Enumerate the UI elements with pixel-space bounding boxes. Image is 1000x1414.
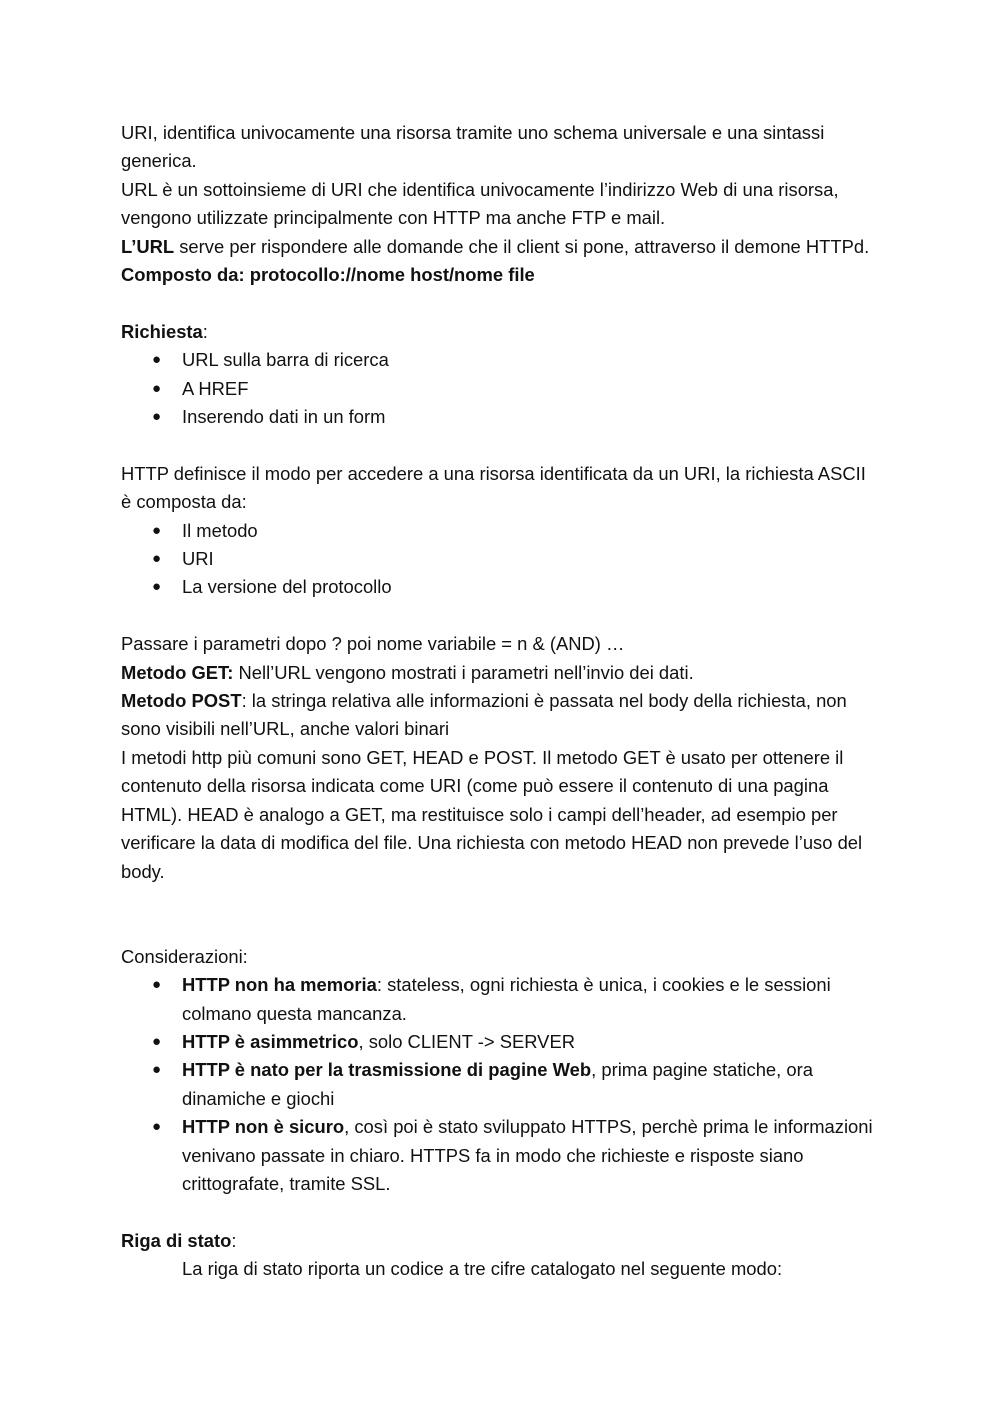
list-item bbox=[121, 1113, 881, 1198]
uri-definition: URI, identifica univocamente una risorsa tramite uno schema universale e una sintassi generica. bbox=[121, 122, 825, 172]
richiesta-heading-colon: : bbox=[202, 320, 208, 342]
bullet-icon: ● bbox=[152, 1118, 162, 1136]
list-item-text: , prima pagine statiche, ora dinamiche e giochi bbox=[182, 1059, 813, 1109]
get-method-rest: Nell’URL vengono mostrati i parametri nell’invio dei dati. bbox=[233, 661, 694, 683]
list-item-text: , così poi è stato sviluppato HTTPS, perchè prima le informazioni venivano passate in chiaro. HTTPS fa in modo che richieste e risposte siano crittografate, tramite SSL. bbox=[182, 1116, 873, 1194]
riga-stato-heading-bold: Riga di stato bbox=[121, 1229, 232, 1251]
spacer bbox=[121, 289, 881, 317]
bullet-icon: ● bbox=[152, 1061, 162, 1079]
richiesta-heading bbox=[121, 318, 881, 346]
post-method-rest: : la stringa relativa alle informazioni è passata nel body della richiesta, non sono visibili nell’URL, anche valori binari bbox=[121, 690, 847, 740]
list-item-text: A HREF bbox=[182, 377, 249, 399]
spacer bbox=[121, 1198, 881, 1226]
document-page bbox=[121, 119, 881, 1284]
list-item bbox=[121, 573, 881, 601]
list-item-text: : stateless, ogni richiesta è unica, i cookies e le sessioni colmano questa mancanza. bbox=[182, 974, 831, 1024]
list-item bbox=[121, 971, 881, 1028]
list-item bbox=[121, 545, 881, 573]
get-method-bold: Metodo GET: bbox=[121, 661, 234, 683]
bullet-icon: ● bbox=[152, 351, 162, 369]
http-request-parts-list bbox=[121, 517, 881, 602]
bullet-icon: ● bbox=[152, 1032, 162, 1050]
bullet-icon: ● bbox=[152, 408, 162, 426]
list-item-text: URL sulla barra di ricerca bbox=[182, 349, 389, 371]
get-method bbox=[121, 659, 881, 687]
list-item-text: , solo CLIENT -> SERVER bbox=[358, 1030, 575, 1052]
list-item-text: Inserendo dati in un form bbox=[182, 406, 386, 428]
url-composition-bold: Composto da: protocollo://nome host/nome file bbox=[121, 264, 535, 286]
list-item-text: La versione del protocollo bbox=[182, 576, 392, 598]
riga-stato-heading bbox=[121, 1227, 881, 1255]
url-definition: URL è un sottoinsieme di URI che identifica univocamente l’indirizzo Web di una risorsa, vengono utilizzate principalmente con HTTP ma anche FTP e mail. bbox=[121, 178, 839, 229]
list-item bbox=[121, 517, 881, 545]
list-item bbox=[121, 403, 881, 431]
riga-stato-heading-colon: : bbox=[231, 1229, 237, 1251]
riga-stato-text: La riga di stato riporta un codice a tre cifre catalogato nel seguente modo: bbox=[182, 1258, 783, 1280]
spacer bbox=[121, 602, 881, 630]
bullet-icon: ● bbox=[152, 578, 162, 596]
list-item-bold: HTTP non è sicuro bbox=[182, 1116, 345, 1138]
considerazioni-heading: Considerazioni: bbox=[121, 945, 248, 967]
url-purpose-bold: L’URL bbox=[121, 235, 175, 257]
spacer bbox=[121, 886, 881, 943]
list-item-bold: HTTP è asimmetrico bbox=[182, 1030, 359, 1052]
list-item bbox=[121, 346, 881, 374]
richiesta-heading-bold: Richiesta bbox=[121, 320, 203, 342]
http-definition: HTTP definisce il modo per accedere a una risorsa identificata da un URI, la richiesta ASCII è composta da: bbox=[121, 462, 866, 513]
post-method-bold: Metodo POST bbox=[121, 690, 242, 712]
bullet-icon: ● bbox=[152, 550, 162, 568]
list-item bbox=[121, 1028, 881, 1056]
methods-paragraph: I metodi http più comuni sono GET, HEAD e POST. Il metodo GET è usato per ottenere il contenuto della risorsa indicata come URI (come può essere il contenuto di una pagina HTML). HEAD è analogo a GET, ma restituisce solo i campi dell’header, ad esempio per verificare la data di modifica del file. Una richiesta con metodo HEAD non prevede l’uso del body. bbox=[121, 746, 863, 882]
bullet-icon: ● bbox=[152, 521, 162, 539]
bullet-icon: ● bbox=[152, 379, 162, 397]
url-purpose bbox=[121, 233, 881, 261]
list-item-text: Il metodo bbox=[182, 519, 258, 541]
bullet-icon: ● bbox=[152, 976, 162, 994]
list-item-text: URI bbox=[182, 548, 214, 570]
spacer bbox=[121, 431, 881, 459]
richiesta-list bbox=[121, 346, 881, 431]
list-item-bold: HTTP non ha memoria bbox=[182, 974, 377, 996]
post-method bbox=[121, 687, 881, 744]
list-item bbox=[121, 375, 881, 403]
list-item bbox=[121, 1056, 881, 1113]
considerazioni-list bbox=[121, 971, 881, 1198]
params-line: Passare i parametri dopo ? poi nome variabile = n & (AND) … bbox=[121, 633, 625, 655]
url-purpose-rest: serve per rispondere alle domande che il client si pone, attraverso il demone HTTPd. bbox=[174, 235, 870, 257]
url-composition bbox=[121, 261, 881, 289]
list-item-bold: HTTP è nato per la trasmissione di pagine Web bbox=[182, 1059, 592, 1081]
